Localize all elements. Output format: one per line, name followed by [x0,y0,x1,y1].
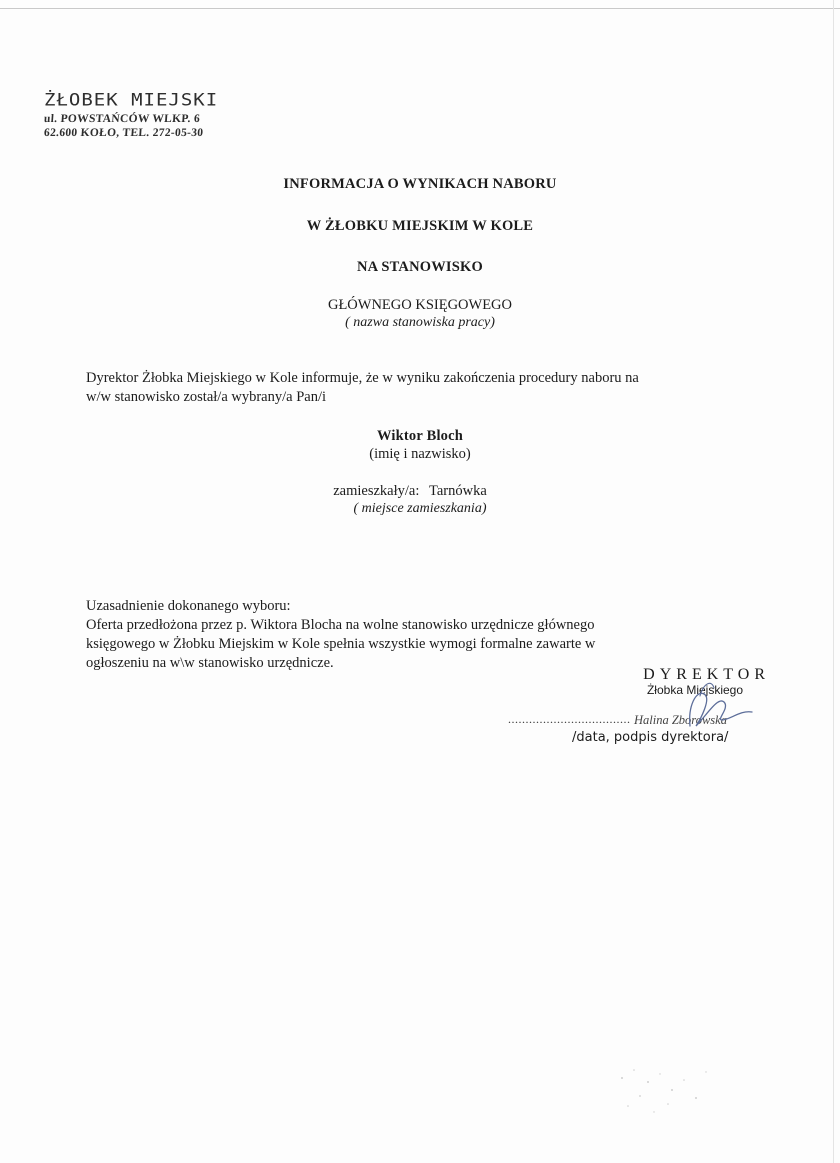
intro-line-2: w/w stanowisko został/a wybrany/a Pan/i [86,389,327,405]
heading-line-2: W ŻŁOBKU MIEJSKIM W KOLE [306,218,534,234]
handwritten-signature-icon [660,676,770,736]
director-organization: Żłobka Miejskiego [646,683,744,697]
position-caption: ( nazwa stanowiska pracy) [345,315,495,330]
justification-line-2: księgowego w Żłobku Miejskim w Kole spełnia wszystkie wymogi formalne zawarte w [86,636,596,652]
director-name-stamp: Halina Zborowska [634,713,727,727]
scan-edge-line-right [833,0,834,1163]
heading-line-1: INFORMACJA O WYNIKACH NABORU [283,176,557,192]
stamp-title: ŻŁOBEK MIEJSKI [44,90,219,110]
justification-line-3: ogłoszeniu na w\w stanowisko urzędnicze. [86,655,334,671]
stamp-address: ul. POWSTAŃCÓW WLKP. 6 [43,113,201,125]
heading-line-3: NA STANOWISKO [356,259,483,275]
intro-line-1: Dyrektor Żłobka Miejskiego w Kole informuje, że w wyniku zakończenia procedury naboru na [86,370,639,386]
scan-noise-specks [610,1060,730,1120]
justification-line-1: Oferta przedłożona przez p. Wiktora Blocha na wolne stanowisko urzędnicze głównego [86,617,595,633]
candidate-name: Wiktor Bloch [376,428,464,444]
stamp-contact: 62.600 KOŁO, TEL. 272-05-30 [43,127,204,139]
director-title: DYREKTOR [643,666,770,683]
residence-line [0,483,830,500]
signature-dotted-line: ................................... [508,712,631,726]
signature-caption: /data, podpis dyrektora/ [572,730,729,745]
residence-value: Tarnówka [429,483,487,499]
position-name: GŁÓWNEGO KSIĘGOWEGO [327,297,513,313]
justification-heading: Uzasadnienie dokonanego wyboru: [86,598,291,614]
intro-paragraph [86,369,726,407]
institution-stamp [44,90,254,140]
justification-block [86,597,726,673]
candidate-name-caption: (imię i nazwisko) [369,446,471,462]
residence-caption: ( miejsce zamieszkania) [353,501,487,516]
residence-label: zamieszkały/a: [333,483,420,499]
scan-edge-line [0,8,840,9]
